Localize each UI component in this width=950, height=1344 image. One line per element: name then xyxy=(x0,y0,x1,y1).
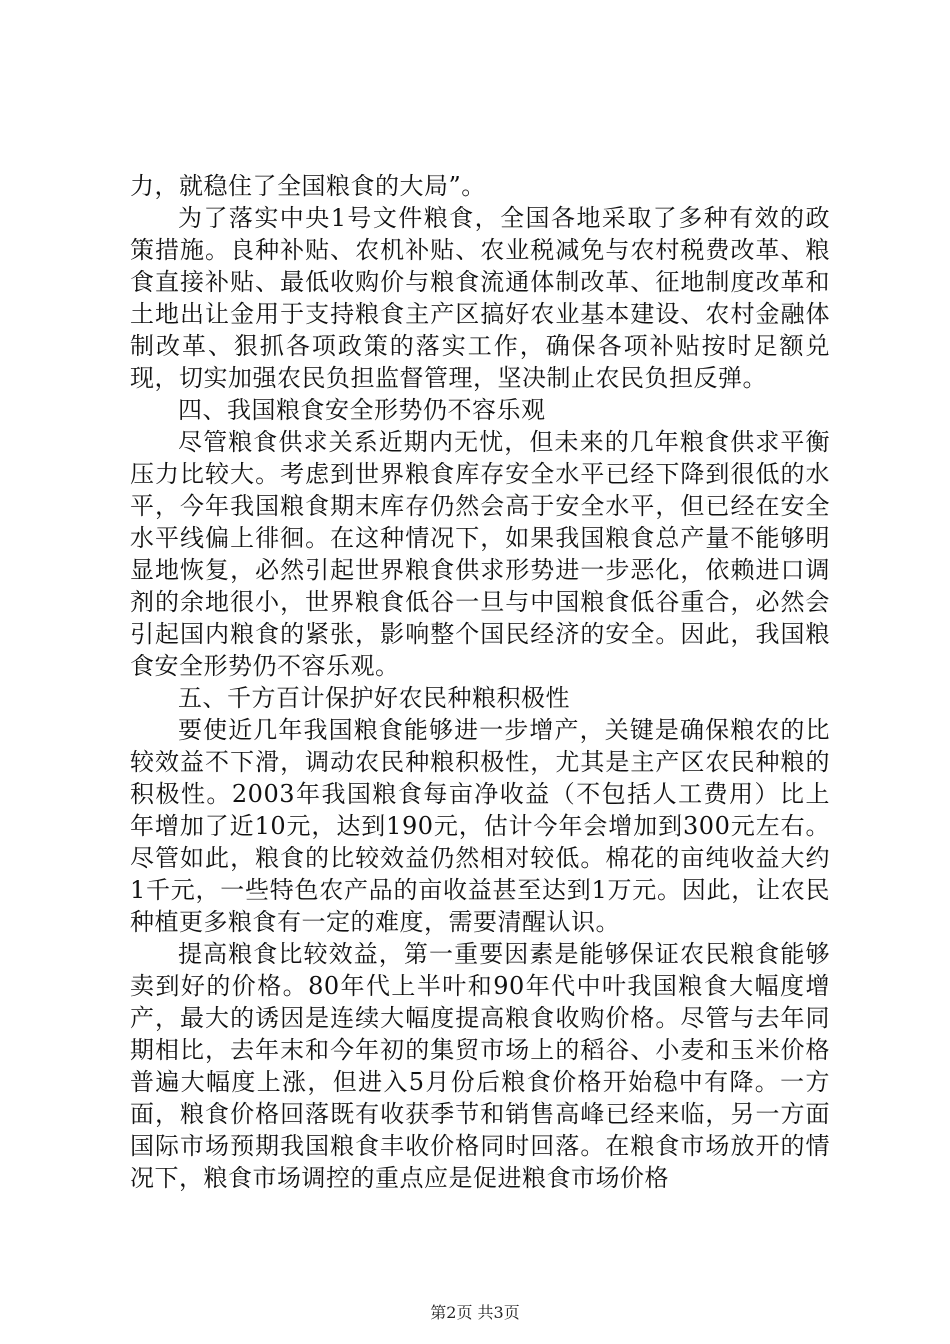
section-heading-four: 四、我国粮食安全形势仍不容乐观 xyxy=(178,396,546,424)
page-number-footer: 第2页 共3页 xyxy=(430,1303,520,1322)
paragraph-grain-price: 提高粮食比较效益，第一重要因素是能够保证农民粮食能够卖到好的价格。80年代上半叶和90年代中叶我国粮食大幅度增产，最大的诱因是连续大幅度提高粮食收购价格。尽管与去年同期相比，去年末和今年初的集贸市场上的稻谷、小麦和玉米价格普遍大幅度上涨，但进入5月份后粮食价格开始稳中有降。一方面，粮食价格回落既有收获季节和销售高峰已经来临，另一方面国际市场预期我国粮食丰收价格同时回落。在粮食市场放开的情况下，粮食市场调控的重点应是促进粮食市场价格 xyxy=(130,940,830,1192)
paragraph-farmer-incentive: 要使近几年我国粮食能够进一步增产，关键是确保粮农的比较效益不下滑，调动农民种粮积极性，尤其是主产区农民种粮的积极性。2003年我国粮食每亩净收益（不包括人工费用）比上年增加了近10元，达到190元，估计今年会增加到300元左右。尽管如此，粮食的比较效益仍然相对较低。棉花的亩纯收益大约1千元，一些特色农产品的亩收益甚至达到1万元。因此，让农民种植更多粮食有一定的难度，需要清醒认识。 xyxy=(130,716,830,936)
paragraph-food-security: 尽管粮食供求关系近期内无忧，但未来的几年粮食供求平衡压力比较大。考虑到世界粮食库存安全水平已经下降到很低的水平，今年我国粮食期末库存仍然会高于安全水平，但已经在安全水平线偏上徘徊。在这种情况下，如果我国粮食总产量不能够明显地恢复，必然引起世界粮食供求形势进一步恶化，依赖进口调剂的余地很小，世界粮食低谷一旦与中国粮食低谷重合，必然会引起国内粮食的紧张，影响整个国民经济的安全。因此，我国粮食安全形势仍不容乐观。 xyxy=(130,428,830,680)
document-body xyxy=(130,170,830,1194)
section-heading-five: 五、千方百计保护好农民种粮积极性 xyxy=(178,684,570,712)
paragraph-continuation: 力，就稳住了全国粮食的大局”。 xyxy=(130,172,486,200)
paragraph-policy-measures: 为了落实中央1号文件粮食，全国各地采取了多种有效的政策措施。良种补贴、农机补贴、农业税减免与农村税费改革、粮食直接补贴、最低收购价与粮食流通体制改革、征地制度改革和土地出让金用于支持粮食主产区搞好农业基本建设、农村金融体制改革、狠抓各项政策的落实工作，确保各项补贴按时足额兑现，切实加强农民负担监督管理，坚决制止农民负担反弹。 xyxy=(130,204,830,392)
